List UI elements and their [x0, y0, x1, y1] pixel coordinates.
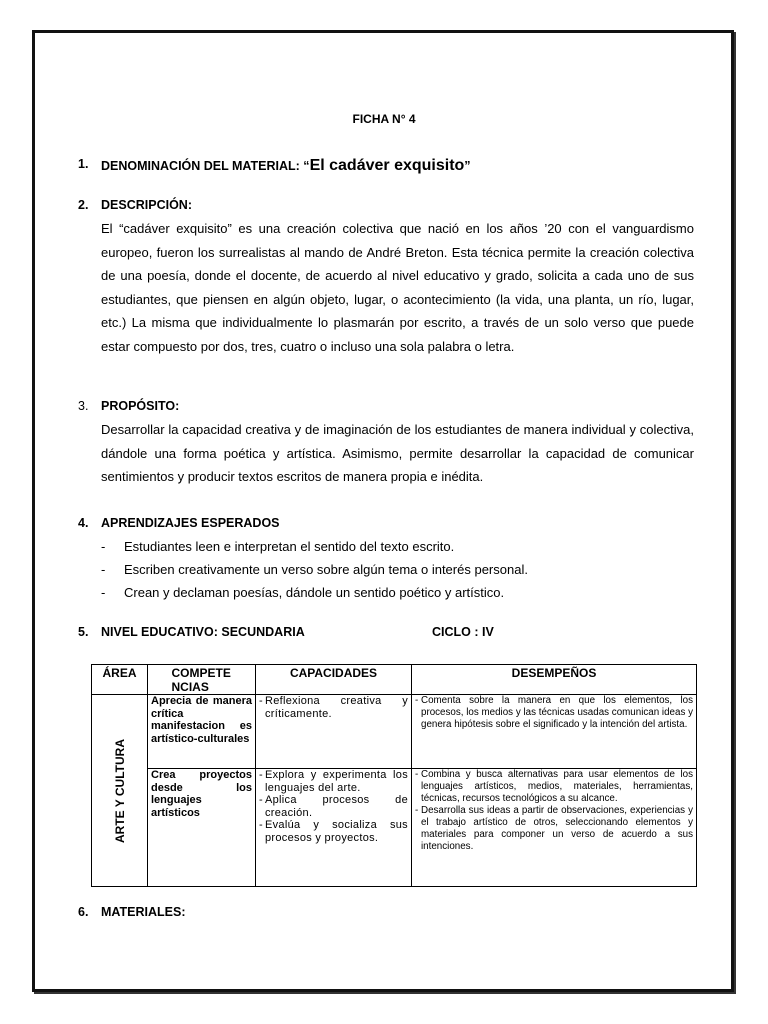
ciclo-label: CICLO : IV [432, 625, 494, 639]
list-item-text: Crean y declaman poesías, dándole un sentido poético y artístico. [124, 585, 505, 600]
list-item [101, 581, 701, 604]
section-heading: PROPÓSITO: [101, 399, 180, 413]
dash: - [415, 695, 419, 706]
capacidad-item [259, 695, 408, 720]
header-competencias [148, 665, 256, 695]
desempenos-cell [412, 769, 697, 887]
aprendizajes-list [101, 535, 701, 604]
capacidades-cell [256, 769, 412, 887]
section-heading: APRENDIZAJES ESPERADOS [101, 516, 280, 530]
section-number: 1. [78, 157, 89, 171]
material-name: El cadáver exquisito [309, 157, 465, 174]
dash: - [415, 769, 419, 780]
descripcion-text: El “cadáver exquisito” es una creación colectiva que nació en los años ’20 con el vanguardismo europeo, fueron los surrealistas al mando de André Breton. Esta técnica permite la creación colectiva de una poesía, donde el docente, de acuerdo al nivel educativo y grado, solicita a cada uno de sus estudiantes, que piensen en algún objeto, lugar, o acontecimiento (la vida, una planta, un río, lugar, etc.) La misma que individualmente lo plasmarán por escrito, a través de un solo verso que puede estar compuesto por dos, tres, cuatro o incluso una sola palabra o letra. [101, 221, 694, 354]
dash: - [101, 539, 106, 554]
section-number: 2. [78, 198, 89, 212]
section-nivel [0, 625, 768, 641]
desempeno-text: Combina y busca alternativas para usar elementos de los lenguajes artísticos, medios, materiales, herramientas, técnicas, recursos tecnológicos a su alcance. [421, 769, 693, 804]
desempeno-item [415, 805, 693, 853]
closing-quote: ” [464, 159, 471, 173]
section-number: 3. [78, 399, 89, 413]
heading-label: DENOMINACIÓN DEL MATERIAL: “ [101, 159, 310, 173]
table-row [92, 769, 697, 887]
competencias-table [91, 664, 697, 887]
capacidad-item [259, 794, 408, 819]
section-heading: NIVEL EDUCATIVO: SECUNDARIA [101, 625, 305, 639]
list-item-text: Estudiantes leen e interpretan el sentido del texto escrito. [124, 539, 455, 554]
page-title: FICHA N° 4 [352, 112, 416, 126]
dash: - [259, 794, 263, 806]
table-row [92, 695, 697, 769]
header-area: ÁREA [92, 665, 148, 695]
dash: - [259, 695, 263, 707]
desempeno-text: Comenta sobre la manera en que los elementos, los procesos, los medios y las técnicas usadas comunican ideas y genera hipótesis sobre el significado y la intención del artista. [421, 695, 693, 730]
competencia-cell [148, 769, 256, 887]
capacidades-cell [256, 695, 412, 769]
header-capacidades: CAPACIDADES [256, 665, 412, 695]
dash: - [101, 562, 106, 577]
proposito-text: Desarrollar la capacidad creativa y de imaginación de los estudiantes de manera individual y colectiva, dándole una forma poética y artística. Asimismo, permite desarrollar la capacidad de comunicar sentimientos y producir textos escritos de manera propia e inédita. [101, 422, 694, 484]
capacidad-item [259, 819, 408, 844]
list-item-text: Escriben creativamente un verso sobre algún tema o interés personal. [124, 562, 528, 577]
competencia-cell [148, 695, 256, 769]
desempeno-item [415, 695, 693, 731]
desempeno-item [415, 769, 693, 805]
section-descripcion [0, 198, 768, 214]
section-aprendizajes [0, 516, 768, 532]
capacidad-text: Reflexiona creativa y críticamente. [265, 695, 408, 720]
list-item [101, 535, 701, 558]
competencia-text: Aprecia de manera crítica manifestacion es artístico-culturales [151, 695, 252, 745]
dash: - [259, 819, 263, 831]
capacidad-text: Evalúa y socializa sus procesos y proyectos. [265, 819, 408, 844]
dash: - [259, 769, 263, 781]
area-label: ARTE Y CULTURA [112, 738, 127, 843]
section-number: 4. [78, 516, 89, 530]
section-materiales [0, 905, 768, 921]
dash: - [101, 585, 106, 600]
desempeno-text: Desarrolla sus ideas a partir de observaciones, experiencias y el trabajo artístico de otros, seleccionando elementos y materiales para componer un verso de acuerdo a sus intenciones. [421, 805, 693, 852]
section-heading: MATERIALES: [101, 905, 186, 919]
capacidad-text: Aplica procesos de creación. [265, 794, 408, 819]
section-number: 5. [78, 625, 89, 639]
capacidad-text: Explora y experimenta los lenguajes del arte. [265, 769, 408, 794]
section-heading: DESCRIPCIÓN: [101, 198, 192, 212]
table-header-row [92, 665, 697, 695]
competencia-text: Crea proyectos desde los lenguajes artísticos [151, 769, 252, 819]
area-cell [92, 695, 148, 887]
list-item [101, 558, 701, 581]
section-denominacion [0, 154, 768, 174]
section-heading [101, 157, 471, 175]
header-competencias-label: COMPETE NCIAS [171, 666, 231, 694]
desempenos-cell [412, 695, 697, 769]
section-number: 6. [78, 905, 89, 919]
section-proposito [0, 399, 768, 415]
dash: - [415, 805, 419, 816]
capacidad-item [259, 769, 408, 794]
header-desempenos: DESEMPEÑOS [412, 665, 697, 695]
